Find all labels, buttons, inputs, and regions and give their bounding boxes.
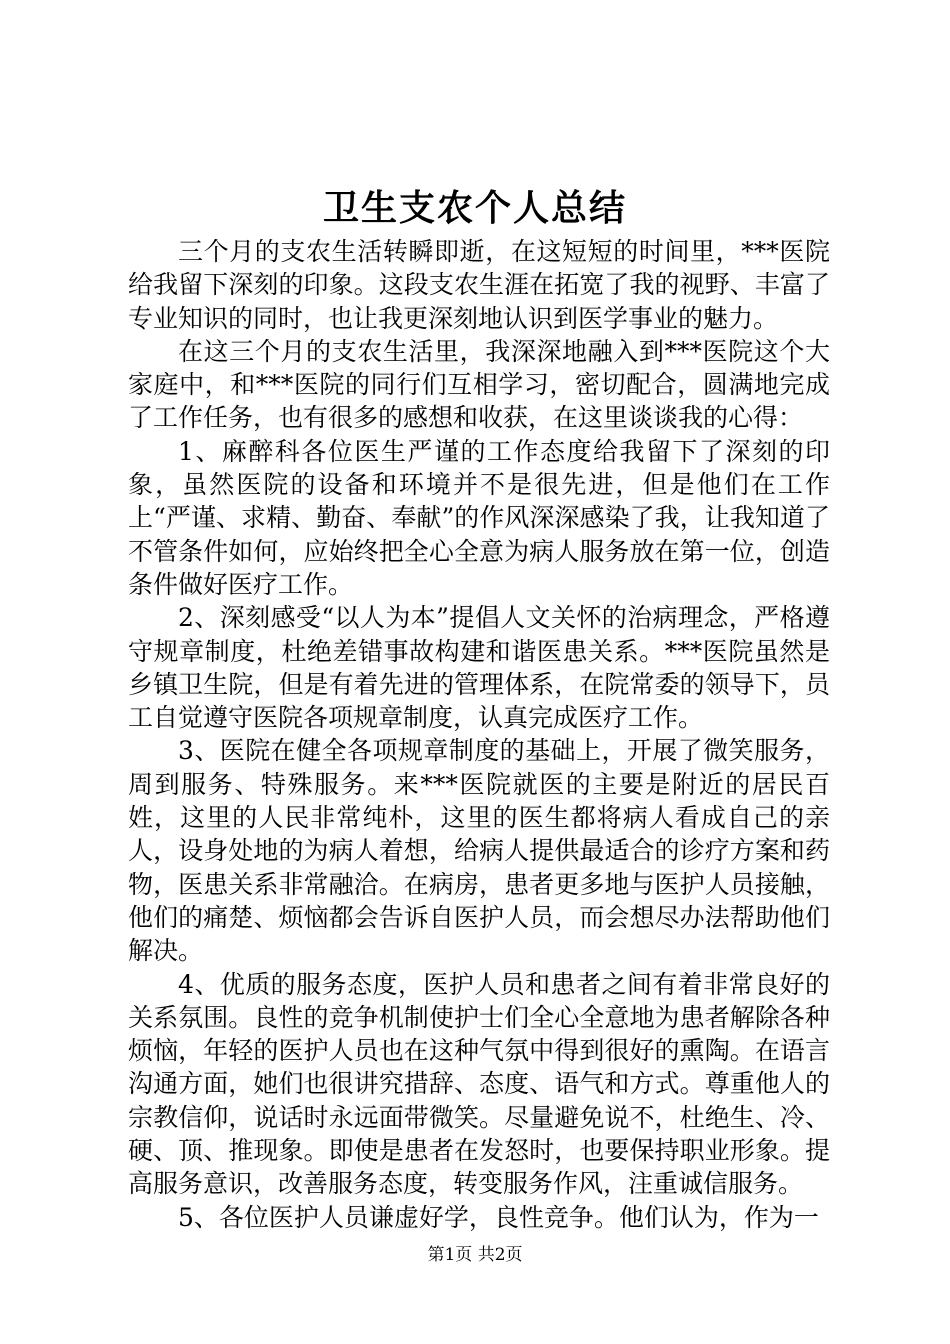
paragraph-2: 在这三个月的支农生活里，我深深地融入到***医院这个大家庭中，和***医院的同行们互相学习，密切配合，圆满地完成了工作任务，也有很多的感想和收获，在这里谈谈我的心得：: [128, 336, 830, 433]
document-body: [128, 235, 830, 1234]
paragraph-5: 3、医院在健全各项规章制度的基础上，开展了微笑服务，周到服务、特殊服务。来***医院就医的主要是附近的居民百姓，这里的人民非常纯朴，这里的医生都将病人看成自己的亲人，设身处地的为病人着想，给病人提供最适合的诊疗方案和药物，医患关系非常融洽。在病房，患者更多地与医护人员接触，他们的痛楚、烦恼都会告诉自医护人员，而会想尽办法帮助他们解决。: [128, 736, 830, 966]
page-footer: 第1页 共2页: [427, 1245, 523, 1265]
document-title: 卫生支农个人总结: [322, 187, 627, 229]
paragraph-4: 2、深刻感受“以人为本”提倡人文关怀的治病理念，严格遵守规章制度，杜绝差错事故构建和谐医患关系。***医院虽然是乡镇卫生院，但是有着先进的管理体系，在院常委的领导下，员工自觉遵守医院各项规章制度，认真完成医疗工作。: [128, 603, 830, 733]
paragraph-1: 三个月的支农生活转瞬即逝，在这短短的时间里，***医院给我留下深刻的印象。这段支农生涯在拓宽了我的视野、丰富了专业知识的同时，也让我更深刻地认识到医学事业的魅力。: [128, 237, 830, 333]
paragraph-7: 5、各位医护人员谦虚好学，良性竞争。他们认为，作为一: [178, 1202, 819, 1232]
paragraph-3: 1、麻醉科各位医生严谨的工作态度给我留下了深刻的印象，虽然医院的设备和环境并不是很先进，但是他们在工作上“严谨、求精、勤奋、奉献”的作风深深感染了我，让我知道了不管条件如何，应始终把全心全意为病人服务放在第一位，创造条件做好医疗工作。: [128, 436, 830, 599]
paragraph-6: 4、优质的服务态度，医护人员和患者之间有着非常良好的关系氛围。良性的竞争机制使护士们全心全意地为患者解除各种烦恼，年轻的医护人员也在这种气氛中得到很好的熏陶。在语言沟通方面，她们也很讲究措辞、态度、语气和方式。尊重他人的宗教信仰，说话时永远面带微笑。尽量避免说不，杜绝生、冷、硬、顶、推现象。即使是患者在发怒时，也要保持职业形象。提高服务意识，改善服务态度，转变服务作风，注重诚信服务。: [128, 969, 830, 1199]
